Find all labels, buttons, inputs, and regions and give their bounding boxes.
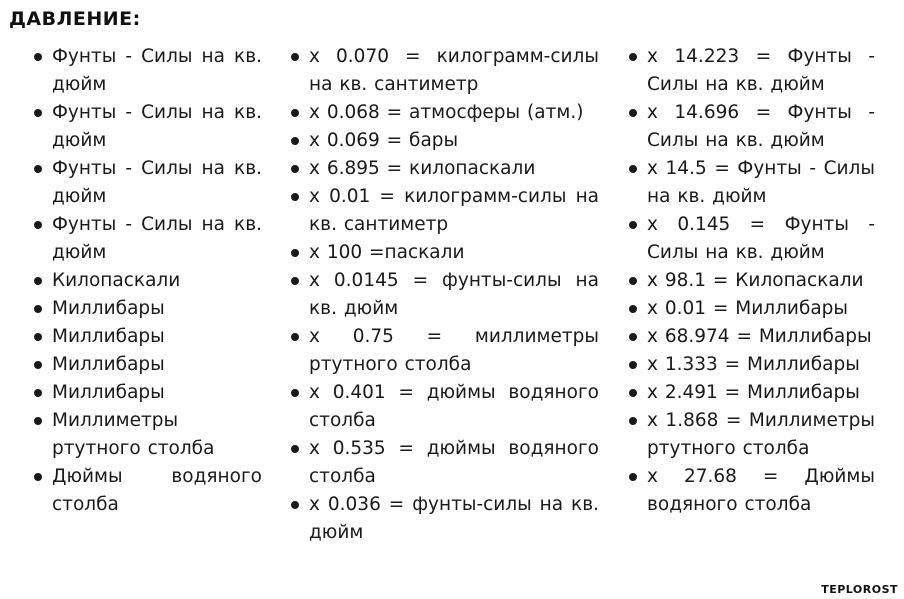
list-item: Фунты - Силы на кв. дюйм	[30, 43, 262, 99]
list-item: х 0.01 = килограмм-силы на кв. сантиметр	[287, 183, 599, 239]
list-item: Миллиметры ртутного столба	[30, 407, 262, 463]
list-item: х 0.068 = атмосферы (атм.)	[287, 99, 599, 127]
list-item: х 100 =паскали	[287, 239, 599, 267]
list-item: х 14.5 = Фунты - Силы на кв. дюйм	[625, 155, 875, 211]
list-item: х 0.01 = Миллибары	[625, 295, 875, 323]
list-item: Миллибары	[30, 379, 262, 407]
list-item: х 0.145 = Фунты - Силы на кв. дюйм	[625, 211, 875, 267]
list-item: Фунты - Силы на кв. дюйм	[30, 211, 262, 267]
list-item: Миллибары	[30, 351, 262, 379]
list-item: Дюймы водяного столба	[30, 463, 262, 519]
list-item: х 0.069 = бары	[287, 127, 599, 155]
list-item: х 6.895 = килопаскали	[287, 155, 599, 183]
list-item: х 14.696 = Фунты - Силы на кв. дюйм	[625, 99, 875, 155]
list-item: х 1.868 = Миллиметры ртутного столба	[625, 407, 875, 463]
list-item: х 1.333 = Миллибары	[625, 351, 875, 379]
list-item: х 2.491 = Миллибары	[625, 379, 875, 407]
list-item: х 0.036 = фунты-силы на кв. дюйм	[287, 491, 599, 547]
list-item: Фунты - Силы на кв. дюйм	[30, 155, 262, 211]
list-item: х 27.68 = Дюймы водяного столба	[625, 463, 875, 519]
list-item: Фунты - Силы на кв. дюйм	[30, 99, 262, 155]
list-item: х 68.974 = Миллибары	[625, 323, 875, 351]
list-item: х 0.0145 = фунты-силы на кв. дюйм	[287, 267, 599, 323]
list-item: Миллибары	[30, 323, 262, 351]
list-item: х 0.070 = килограмм-силы на кв. сантиметр	[287, 43, 599, 99]
list-item: х 0.75 = миллиметры ртутного столба	[287, 323, 599, 379]
list-item: х 0.401 = дюймы водяного столба	[287, 379, 599, 435]
conversion-column	[287, 43, 599, 547]
reverse-conversion-column	[625, 43, 875, 519]
list-item: х 98.1 = Килопаскали	[625, 267, 875, 295]
list-item: Миллибары	[30, 295, 262, 323]
units-column	[30, 43, 262, 519]
watermark: TEPLOROST	[821, 583, 898, 596]
list-item: Килопаскали	[30, 267, 262, 295]
list-item: х 0.535 = дюймы водяного столба	[287, 435, 599, 491]
page-title: ДАВЛЕНИЕ:	[9, 8, 141, 30]
list-item: х 14.223 = Фунты - Силы на кв. дюйм	[625, 43, 875, 99]
